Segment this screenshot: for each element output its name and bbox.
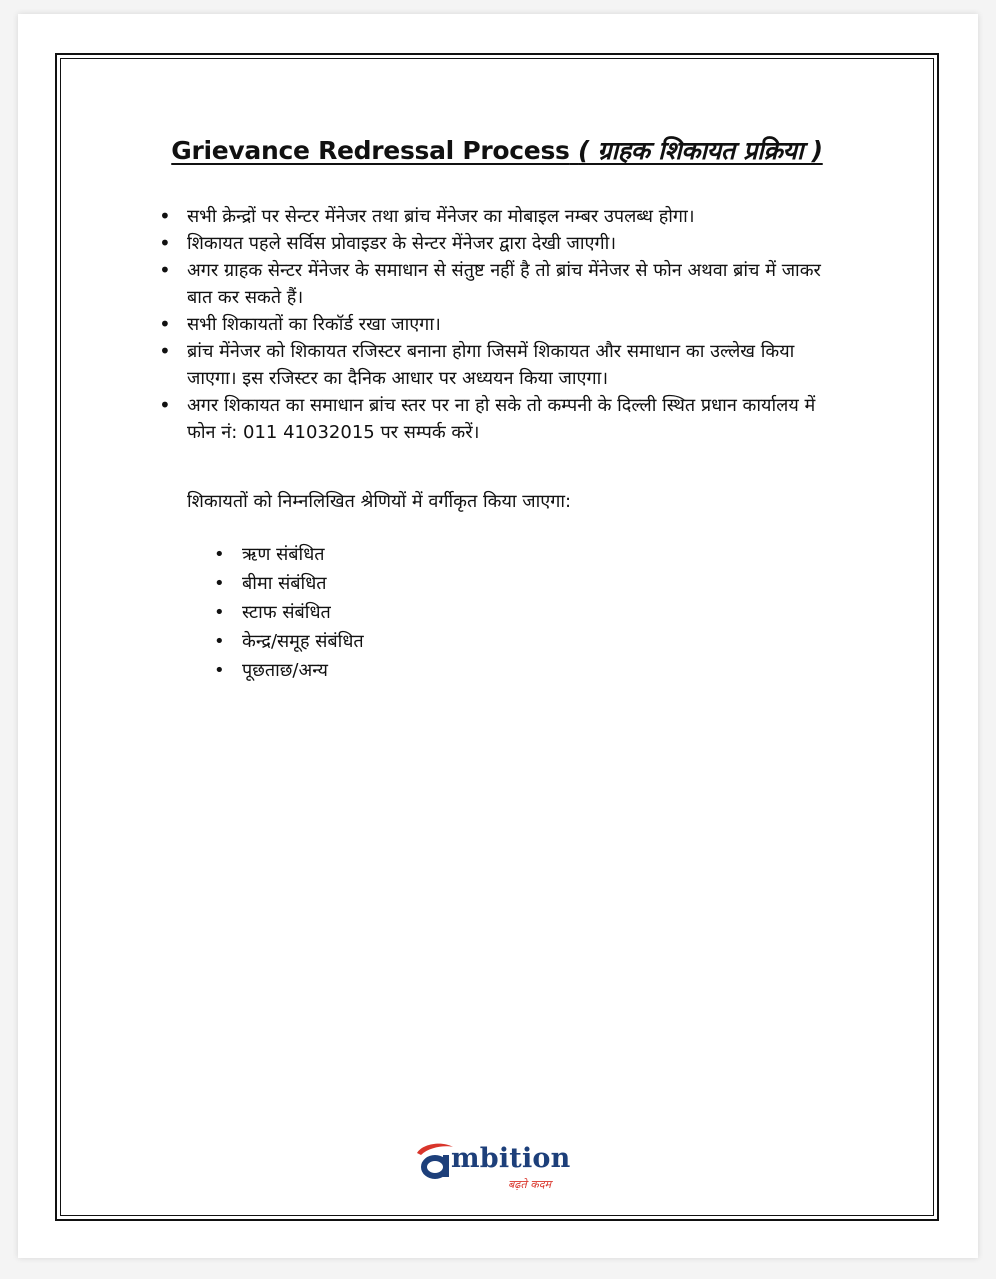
category-item: • बीमा संबंधित <box>212 570 364 598</box>
logo-wordmark: mbition <box>451 1143 571 1174</box>
rule-item: • शिकायत पहले सर्विस प्रोवाइडर के सेन्टर मेंनेजर द्वारा देखी जाएगी। <box>155 230 845 257</box>
rule-item: • सभी क्रेन्द्रों पर सेन्टर मेंनेजर तथा ब्रांच मेंनेजर का मोबाइल नम्बर उपलब्ध होगा। <box>155 203 845 230</box>
title-hindi: ( ग्राहक शिकायत प्रक्रिया ) <box>578 136 823 165</box>
page-title <box>57 133 937 167</box>
categories-intro: शिकायतों को निम्नलिखित श्रेणियों में वर्गीकृत किया जाएगा: <box>187 491 572 512</box>
category-item: • केन्द्र/समूह संबंधित <box>212 628 364 656</box>
rule-item: • अगर शिकायत का समाधान ब्रांच स्तर पर ना हो सके तो कम्पनी के दिल्ली स्थित प्रधान कार्यालय में फोन नं: 011 41032015 पर सम्पर्क करें। <box>155 392 845 446</box>
category-item: • पूछताछ/अन्य <box>212 657 364 685</box>
rule-item: • सभी शिकायतों का रिकॉर्ड रखा जाएगा। <box>155 311 845 338</box>
category-item: • स्टाफ संबंधित <box>212 599 364 627</box>
rule-item: • अगर ग्राहक सेन्टर मेंनेजर के समाधान से संतुष्ट नहीं है तो ब्रांच मेंनेजर से फोन अथवा ब्रांच में जाकर बात कर सकते हैं। <box>155 257 845 311</box>
grievance-categories-list <box>212 541 364 686</box>
rule-item: • ब्रांच मेंनेजर को शिकायत रजिस्टर बनाना होगा जिसमें शिकायत और समाधान का उल्लेख किया जाएगा। इस रजिस्टर का दैनिक आधार पर अध्ययन किया जाएगा। <box>155 338 845 392</box>
ambition-logo <box>413 1141 583 1201</box>
grievance-rules-list <box>155 203 845 446</box>
page-border <box>55 53 939 1221</box>
logo-tagline: बढ़ते कदम <box>508 1178 552 1191</box>
title-english: Grievance Redressal Process <box>171 136 570 165</box>
category-item: • ऋण संबंधित <box>212 541 364 569</box>
